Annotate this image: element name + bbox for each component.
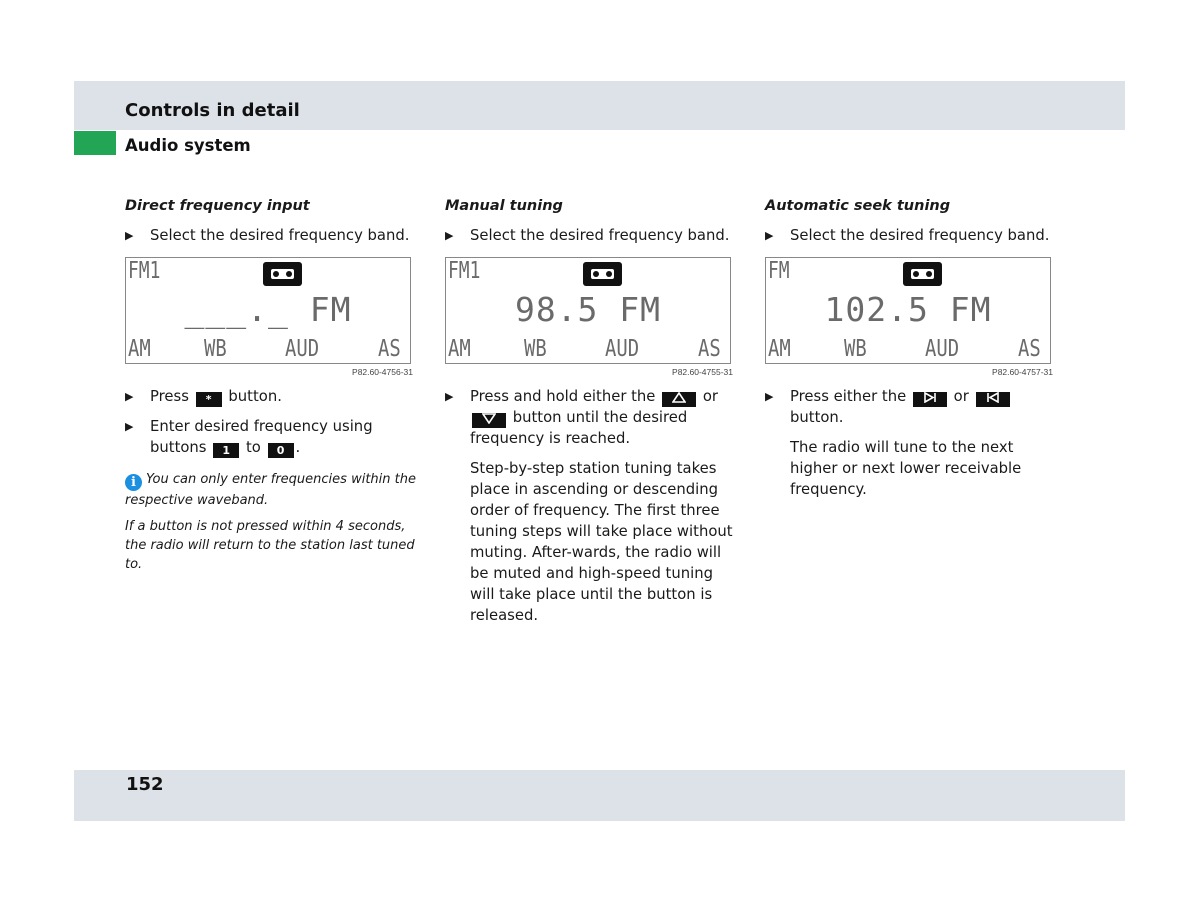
- step-text: Select the desired frequency band.: [470, 227, 730, 244]
- radio-display: [125, 257, 411, 364]
- info-icon: i: [125, 474, 142, 491]
- section-title: Controls in detail: [125, 100, 300, 121]
- step-text: Select the desired frequency band.: [790, 227, 1050, 244]
- cassette-icon: [583, 262, 622, 286]
- number-key-1-icon: 1: [213, 443, 239, 458]
- figure-id: P82.60-4756-31: [352, 367, 413, 377]
- info-note-text: You can only enter frequencies within the respective waveband.: [125, 472, 416, 508]
- radio-display: [765, 257, 1051, 364]
- step-press-star: ▶ Press * button.: [125, 388, 282, 406]
- footer-band: [74, 770, 1125, 821]
- column-heading: Automatic seek tuning: [765, 198, 951, 214]
- display-menu-wb: WB: [524, 336, 547, 362]
- display-menu-am: AM: [768, 336, 791, 362]
- number-key-0-icon: 0: [268, 443, 294, 458]
- display-frequency: 98.5 FM: [514, 290, 662, 329]
- step-select-band: [125, 225, 421, 246]
- bullet-arrow-icon: ▶: [445, 229, 454, 242]
- display-menu-as: AS: [698, 336, 721, 362]
- down-triangle-icon: [472, 413, 506, 428]
- step-select-band: [445, 225, 741, 246]
- display-menu-am: AM: [128, 336, 151, 362]
- bullet-arrow-icon: ▶: [445, 390, 454, 403]
- seek-back-icon: [976, 392, 1010, 407]
- display-menu-wb: WB: [844, 336, 867, 362]
- subsection-title: Audio system: [125, 136, 251, 155]
- display-menu-as: AS: [1018, 336, 1041, 362]
- section-marker: [74, 131, 116, 155]
- step-select-band: [765, 225, 1061, 246]
- display-menu-wb: WB: [204, 336, 227, 362]
- step-enter-frequency: ▶ Enter desired frequency using buttons 1 to 0 .: [125, 418, 373, 457]
- column-automatic-seek-tuning: [765, 196, 1061, 500]
- figure-id: P82.60-4757-31: [992, 367, 1053, 377]
- column-heading: Manual tuning: [445, 198, 563, 214]
- display-frequency: 102.5 FM: [824, 290, 992, 329]
- bullet-arrow-icon: ▶: [125, 229, 134, 242]
- timeout-note: If a button is not pressed within 4 seconds, the radio will return to the station last tuned to.: [125, 519, 415, 572]
- display-menu: [446, 335, 730, 363]
- display-menu-am: AM: [448, 336, 471, 362]
- step-text: Select the desired frequency band.: [150, 227, 410, 244]
- display-menu-aud: AUD: [925, 336, 960, 362]
- star-key-icon: *: [196, 392, 222, 407]
- display-band: FM1: [448, 258, 481, 284]
- tuning-description: Step-by-step station tuning takes place in ascending or descending order of frequency. The first three tuning steps will take place without muting. After-wards, the radio will be muted and high-speed tuning will take place until the button is released.: [470, 460, 733, 624]
- page-number: 152: [126, 774, 164, 795]
- display-frequency: ___._ FM: [184, 290, 352, 329]
- cassette-icon: [263, 262, 302, 286]
- radio-display-figure: [445, 257, 733, 377]
- display-band: FM1: [128, 258, 161, 284]
- radio-display: [445, 257, 731, 364]
- bullet-arrow-icon: ▶: [765, 390, 774, 403]
- display-menu: [766, 335, 1050, 363]
- step-press-hold: ▶ Press and hold either the or button until the desired frequency is reached.: [445, 388, 718, 447]
- display-menu-aud: AUD: [605, 336, 640, 362]
- column-direct-frequency-input: [125, 196, 421, 574]
- up-triangle-icon: [662, 392, 696, 407]
- seek-description: The radio will tune to the next higher or next lower receivable frequency.: [790, 439, 1022, 498]
- bullet-arrow-icon: ▶: [765, 229, 774, 242]
- bullet-arrow-icon: ▶: [125, 390, 134, 403]
- column-heading: Direct frequency input: [125, 198, 310, 214]
- step-press-seek: ▶ Press either the or button.: [765, 386, 1061, 428]
- cassette-icon: [903, 262, 942, 286]
- figure-id: P82.60-4755-31: [672, 367, 733, 377]
- column-manual-tuning: [445, 196, 741, 626]
- display-menu-as: AS: [378, 336, 401, 362]
- bullet-arrow-icon: ▶: [125, 420, 134, 433]
- radio-display-figure: [125, 257, 413, 377]
- display-menu: [126, 335, 410, 363]
- display-menu-aud: AUD: [285, 336, 320, 362]
- display-band: FM: [768, 258, 790, 284]
- radio-display-figure: [765, 257, 1053, 377]
- info-note: [125, 470, 421, 510]
- seek-forward-icon: [913, 392, 947, 407]
